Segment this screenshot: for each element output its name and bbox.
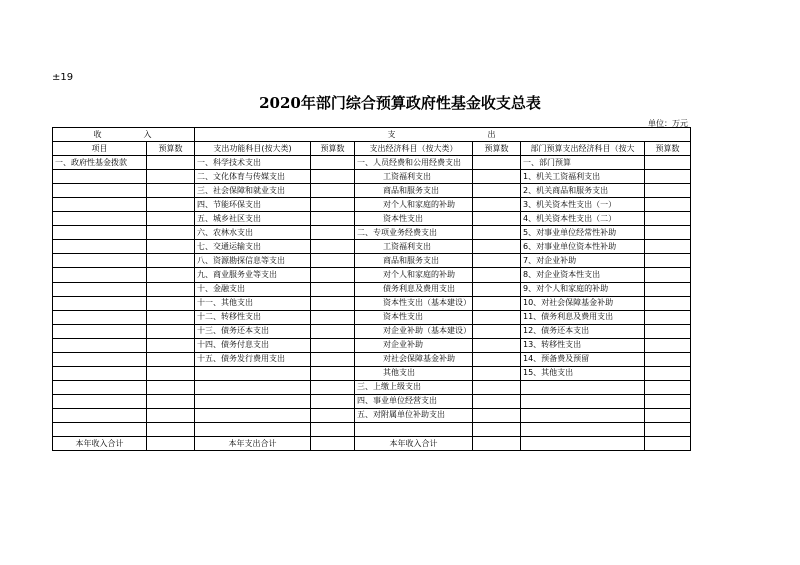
budget-amount-cell — [147, 170, 195, 184]
function-item: 十一、其他支出 — [195, 296, 311, 310]
table-row — [53, 296, 691, 310]
budget-amount-cell — [645, 170, 691, 184]
budget-amount-cell — [147, 380, 195, 394]
empty-cell — [195, 380, 311, 394]
budget-amount-cell — [311, 198, 355, 212]
budget-amount-cell — [473, 310, 521, 324]
budget-amount-cell — [645, 422, 691, 436]
economic-item: 其他支出 — [355, 366, 473, 380]
budget-amount-cell — [473, 240, 521, 254]
budget-amount-cell — [311, 254, 355, 268]
budget-amount-cell — [147, 282, 195, 296]
income-item: 一、政府性基金拨款 — [53, 156, 147, 170]
budget-amount-cell — [645, 310, 691, 324]
budget-amount-cell — [473, 324, 521, 338]
empty-cell — [53, 310, 147, 324]
function-item: 二、文化体育与传媒支出 — [195, 170, 311, 184]
empty-cell — [195, 394, 311, 408]
column-header: 预算数 — [147, 142, 195, 156]
table-row — [53, 212, 691, 226]
economic-item: 四、事业单位经营支出 — [355, 394, 473, 408]
budget-amount-cell — [147, 422, 195, 436]
table-row — [53, 184, 691, 198]
total-label: 本年收入合计 — [53, 437, 147, 451]
budget-amount-cell — [473, 366, 521, 380]
empty-cell — [521, 380, 645, 394]
budget-amount-cell — [473, 408, 521, 422]
column-header: 预算数 — [473, 142, 521, 156]
column-header: 项目 — [53, 142, 147, 156]
function-item: 十四、债务付息支出 — [195, 338, 311, 352]
budget-amount-cell — [311, 282, 355, 296]
budget-amount-cell — [645, 296, 691, 310]
dept-item: 8、对企业资本性支出 — [521, 268, 645, 282]
budget-amount-cell — [147, 437, 195, 451]
budget-amount-cell — [147, 352, 195, 366]
budget-amount-cell — [473, 437, 521, 451]
economic-item: 资本性支出（基本建设） — [355, 296, 473, 310]
budget-amount-cell — [311, 156, 355, 170]
budget-amount-cell — [311, 366, 355, 380]
function-item: 四、节能环保支出 — [195, 198, 311, 212]
budget-amount-cell — [645, 212, 691, 226]
budget-amount-cell — [147, 254, 195, 268]
function-item: 九、商业服务业等支出 — [195, 268, 311, 282]
budget-amount-cell — [473, 394, 521, 408]
dept-item: 4、机关资本性支出（二） — [521, 212, 645, 226]
budget-amount-cell — [473, 254, 521, 268]
budget-amount-cell — [645, 240, 691, 254]
budget-amount-cell — [473, 198, 521, 212]
column-header: 预算数 — [645, 142, 691, 156]
budget-amount-cell — [645, 254, 691, 268]
budget-amount-cell — [147, 338, 195, 352]
budget-amount-cell — [147, 226, 195, 240]
empty-cell — [53, 254, 147, 268]
budget-amount-cell — [147, 296, 195, 310]
dept-item: 14、预备费及预留 — [521, 352, 645, 366]
dept-item: 7、对企业补助 — [521, 254, 645, 268]
budget-amount-cell — [473, 338, 521, 352]
empty-cell — [53, 240, 147, 254]
budget-amount-cell — [521, 437, 645, 451]
economic-item: 二、专项业务经费支出 — [355, 226, 473, 240]
budget-amount-cell — [311, 170, 355, 184]
budget-amount-cell — [311, 212, 355, 226]
empty-cell — [53, 408, 147, 422]
empty-cell — [53, 422, 147, 436]
function-item: 八、资源勘探信息等支出 — [195, 254, 311, 268]
table-row — [53, 156, 691, 170]
table-row — [53, 170, 691, 184]
budget-amount-cell — [311, 324, 355, 338]
table-row — [53, 324, 691, 338]
empty-cell — [53, 184, 147, 198]
empty-cell — [53, 366, 147, 380]
budget-amount-cell — [147, 394, 195, 408]
budget-amount-cell — [645, 282, 691, 296]
table-row — [53, 366, 691, 380]
budget-table — [52, 127, 691, 451]
economic-item: 对社会保障基金补助 — [355, 352, 473, 366]
budget-amount-cell — [147, 240, 195, 254]
function-item: 五、城乡社区支出 — [195, 212, 311, 226]
dept-item: 10、对社会保障基金补助 — [521, 296, 645, 310]
budget-amount-cell — [645, 156, 691, 170]
budget-amount-cell — [645, 324, 691, 338]
function-item: 六、农林水支出 — [195, 226, 311, 240]
page-title: 2020年部门综合预算政府性基金收支总表 — [259, 94, 541, 112]
empty-cell — [53, 268, 147, 282]
function-item: 十、金融支出 — [195, 282, 311, 296]
empty-cell — [195, 366, 311, 380]
budget-amount-cell — [645, 338, 691, 352]
empty-cell — [53, 170, 147, 184]
budget-amount-cell — [311, 338, 355, 352]
budget-amount-cell — [311, 394, 355, 408]
budget-amount-cell — [147, 408, 195, 422]
empty-cell — [195, 408, 311, 422]
column-header-row — [53, 142, 691, 156]
economic-item: 资本性支出 — [355, 212, 473, 226]
empty-cell — [521, 408, 645, 422]
budget-amount-cell — [645, 394, 691, 408]
budget-amount-cell — [311, 240, 355, 254]
dept-item: 2、机关商品和服务支出 — [521, 184, 645, 198]
function-item: 十三、债务还本支出 — [195, 324, 311, 338]
dept-item: 6、对事业单位资本性补助 — [521, 240, 645, 254]
economic-item: 工资福利支出 — [355, 170, 473, 184]
budget-amount-cell — [311, 408, 355, 422]
economic-item: 对企业补助（基本建设） — [355, 324, 473, 338]
empty-cell — [53, 282, 147, 296]
table-row — [53, 240, 691, 254]
economic-item: 商品和服务支出 — [355, 254, 473, 268]
table-row — [53, 422, 691, 436]
table-row — [53, 408, 691, 422]
empty-cell — [53, 198, 147, 212]
column-header: 部门预算支出经济科目（按大 — [521, 142, 645, 156]
economic-item: 三、上缴上级支出 — [355, 380, 473, 394]
budget-amount-cell — [147, 366, 195, 380]
group-header-row — [53, 128, 691, 142]
budget-amount-cell — [311, 437, 355, 451]
budget-amount-cell — [147, 156, 195, 170]
function-item: 十五、债务发行费用支出 — [195, 352, 311, 366]
budget-amount-cell — [473, 282, 521, 296]
empty-cell — [53, 296, 147, 310]
budget-amount-cell — [473, 422, 521, 436]
budget-amount-cell — [645, 268, 691, 282]
budget-amount-cell — [473, 212, 521, 226]
budget-amount-cell — [645, 352, 691, 366]
economic-item: 对个人和家庭的补助 — [355, 198, 473, 212]
dept-item: 1、机关工资福利支出 — [521, 170, 645, 184]
budget-amount-cell — [147, 212, 195, 226]
budget-amount-cell — [473, 184, 521, 198]
budget-amount-cell — [645, 366, 691, 380]
budget-amount-cell — [311, 184, 355, 198]
empty-cell — [53, 394, 147, 408]
empty-cell — [521, 422, 645, 436]
dept-item: 9、对个人和家庭的补助 — [521, 282, 645, 296]
table-row — [53, 226, 691, 240]
economic-item: 对个人和家庭的补助 — [355, 268, 473, 282]
table-row — [53, 282, 691, 296]
budget-amount-cell — [147, 310, 195, 324]
budget-amount-cell — [645, 226, 691, 240]
table-row — [53, 338, 691, 352]
empty-cell — [53, 226, 147, 240]
economic-item: 一、人员经费和公用经费支出 — [355, 156, 473, 170]
budget-amount-cell — [311, 268, 355, 282]
empty-cell — [53, 380, 147, 394]
budget-amount-cell — [473, 156, 521, 170]
function-item: 七、交通运输支出 — [195, 240, 311, 254]
budget-amount-cell — [645, 380, 691, 394]
table-row — [53, 268, 691, 282]
total-label: 本年支出合计 — [195, 437, 311, 451]
table-row — [53, 352, 691, 366]
budget-amount-cell — [311, 226, 355, 240]
column-header: 支出功能科目(按大类) — [195, 142, 311, 156]
empty-cell — [355, 422, 473, 436]
totals-row — [53, 437, 691, 451]
budget-amount-cell — [147, 198, 195, 212]
column-header: 预算数 — [311, 142, 355, 156]
table-row — [53, 380, 691, 394]
budget-amount-cell — [311, 352, 355, 366]
dept-item: 5、对事业单位经常性补助 — [521, 226, 645, 240]
economic-item: 对企业补助 — [355, 338, 473, 352]
budget-amount-cell — [311, 296, 355, 310]
budget-amount-cell — [473, 170, 521, 184]
dept-item: 13、转移性支出 — [521, 338, 645, 352]
economic-item: 资本性支出 — [355, 310, 473, 324]
budget-amount-cell — [147, 268, 195, 282]
table-row — [53, 254, 691, 268]
budget-amount-cell — [473, 268, 521, 282]
function-item: 十二、转移性支出 — [195, 310, 311, 324]
table-row — [53, 310, 691, 324]
economic-item: 五、对附属单位补助支出 — [355, 408, 473, 422]
dept-item: 11、债务利息及费用支出 — [521, 310, 645, 324]
economic-item: 工资福利支出 — [355, 240, 473, 254]
budget-amount-cell — [311, 422, 355, 436]
empty-cell — [521, 394, 645, 408]
table-row — [53, 198, 691, 212]
empty-cell — [53, 352, 147, 366]
budget-amount-cell — [147, 324, 195, 338]
expense-group-header: 支 出 — [195, 128, 691, 142]
table-row — [53, 394, 691, 408]
budget-amount-cell — [311, 310, 355, 324]
budget-amount-cell — [645, 437, 691, 451]
function-item: 一、科学技术支出 — [195, 156, 311, 170]
dept-item: 12、债务还本支出 — [521, 324, 645, 338]
dept-item: 3、机关资本性支出（一） — [521, 198, 645, 212]
dept-item: 一、部门预算 — [521, 156, 645, 170]
dept-item: 15、其他支出 — [521, 366, 645, 380]
empty-cell — [53, 338, 147, 352]
budget-amount-cell — [645, 184, 691, 198]
function-item: 三、社会保障和就业支出 — [195, 184, 311, 198]
empty-cell — [53, 324, 147, 338]
budget-amount-cell — [473, 226, 521, 240]
income-group-header: 收 入 — [53, 128, 195, 142]
budget-amount-cell — [645, 408, 691, 422]
unit-label: 单位：万元 — [648, 119, 688, 128]
total-label: 本年收入合计 — [355, 437, 473, 451]
page-number: ±19 — [52, 72, 74, 83]
budget-amount-cell — [645, 198, 691, 212]
empty-cell — [195, 422, 311, 436]
economic-item: 商品和服务支出 — [355, 184, 473, 198]
budget-amount-cell — [311, 380, 355, 394]
column-header: 支出经济科目（按大类） — [355, 142, 473, 156]
budget-amount-cell — [473, 380, 521, 394]
empty-cell — [53, 212, 147, 226]
budget-amount-cell — [473, 296, 521, 310]
budget-amount-cell — [473, 352, 521, 366]
budget-amount-cell — [147, 184, 195, 198]
economic-item: 债务利息及费用支出 — [355, 282, 473, 296]
